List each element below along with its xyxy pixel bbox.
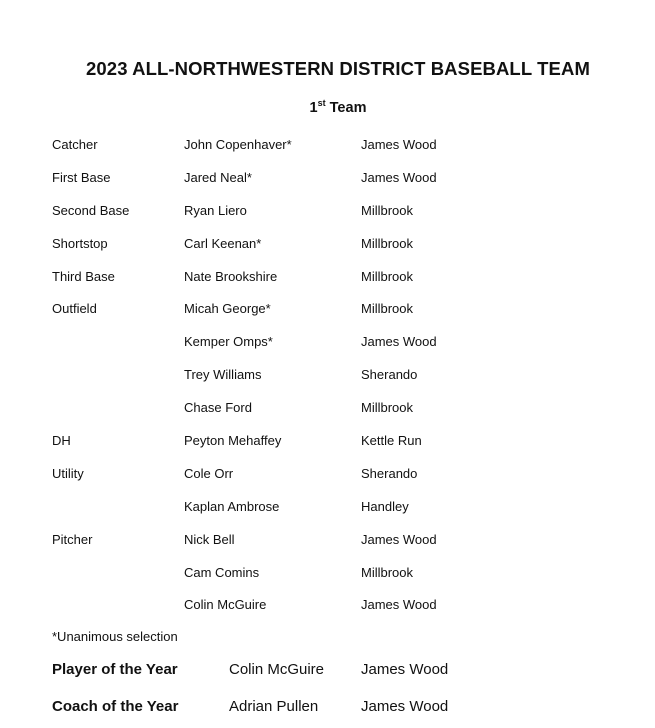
unanimous-note: *Unanimous selection	[52, 629, 178, 644]
roster-position: Outfield	[52, 301, 97, 317]
coach-of-year-school: James Wood	[361, 698, 449, 715]
player-of-year-school: James Wood	[361, 661, 449, 678]
roster-table	[0, 133, 655, 626]
roster-school: Handley	[361, 498, 409, 514]
roster-player-name: Jared Neal*	[184, 169, 252, 185]
coach-of-year-row	[0, 698, 655, 722]
roster-player-name: Cam Comins	[184, 564, 260, 580]
team-heading-suffix: st	[317, 98, 326, 108]
player-of-year-row	[0, 661, 655, 685]
team-heading	[0, 100, 655, 116]
coach-of-year-name: Adrian Pullen	[229, 698, 319, 715]
roster-row	[0, 429, 655, 462]
roster-row	[0, 133, 655, 166]
roster-position: DH	[52, 433, 71, 449]
roster-school: James Wood	[361, 597, 437, 613]
roster-school: Millbrook	[361, 235, 414, 251]
roster-position: Utility	[52, 465, 84, 481]
roster-player-name: Trey Williams	[184, 367, 262, 383]
roster-school: Millbrook	[361, 268, 414, 284]
roster-school: Millbrook	[361, 564, 414, 580]
roster-school: James Wood	[361, 169, 437, 185]
roster-school: Millbrook	[361, 301, 414, 317]
roster-school: James Wood	[361, 531, 437, 547]
roster-school: James Wood	[361, 334, 437, 350]
document-title: 2023 ALL-NORTHWESTERN DISTRICT BASEBALL TEAM	[86, 58, 590, 79]
team-heading-number: 1	[309, 100, 318, 116]
roster-school: James Wood	[361, 137, 437, 152]
roster-player-name: Chase Ford	[184, 400, 252, 416]
roster-row	[0, 561, 655, 594]
roster-row	[0, 495, 655, 528]
roster-row	[0, 593, 655, 626]
roster-row	[0, 363, 655, 396]
roster-player-name: John Copenhaver*	[184, 137, 292, 152]
roster-player-name: Peyton Mehaffey	[184, 433, 282, 449]
roster-row	[0, 199, 655, 232]
roster-position: Pitcher	[52, 531, 93, 547]
roster-player-name: Colin McGuire	[184, 597, 267, 613]
roster-player-name: Micah George*	[184, 301, 271, 317]
roster-row	[0, 330, 655, 363]
team-heading-rest: Team	[325, 100, 367, 116]
roster-school: Millbrook	[361, 400, 414, 416]
player-of-year-label: Player of the Year	[52, 661, 178, 678]
roster-school: Sherando	[361, 465, 418, 481]
roster-row	[0, 166, 655, 199]
roster-row	[0, 232, 655, 265]
roster-player-name: Cole Orr	[184, 465, 234, 481]
roster-position: Third Base	[52, 268, 115, 284]
roster-row	[0, 297, 655, 330]
roster-position: Shortstop	[52, 235, 108, 251]
roster-player-name: Kemper Omps*	[184, 334, 273, 350]
roster-position: First Base	[52, 169, 111, 185]
roster-player-name: Carl Keenan*	[184, 235, 262, 251]
roster-position: Second Base	[52, 202, 130, 218]
roster-player-name: Nate Brookshire	[184, 268, 278, 284]
roster-position: Catcher	[52, 137, 98, 152]
roster-school: Kettle Run	[361, 433, 422, 449]
roster-row	[0, 396, 655, 429]
roster-row	[0, 462, 655, 495]
roster-player-name: Ryan Liero	[184, 202, 247, 218]
roster-school: Millbrook	[361, 202, 414, 218]
roster-player-name: Nick Bell	[184, 531, 235, 547]
roster-row	[0, 265, 655, 298]
player-of-year-name: Colin McGuire	[229, 661, 325, 678]
roster-player-name: Kaplan Ambrose	[184, 498, 280, 514]
roster-row	[0, 528, 655, 561]
coach-of-year-label: Coach of the Year	[52, 698, 179, 715]
roster-school: Sherando	[361, 367, 418, 383]
